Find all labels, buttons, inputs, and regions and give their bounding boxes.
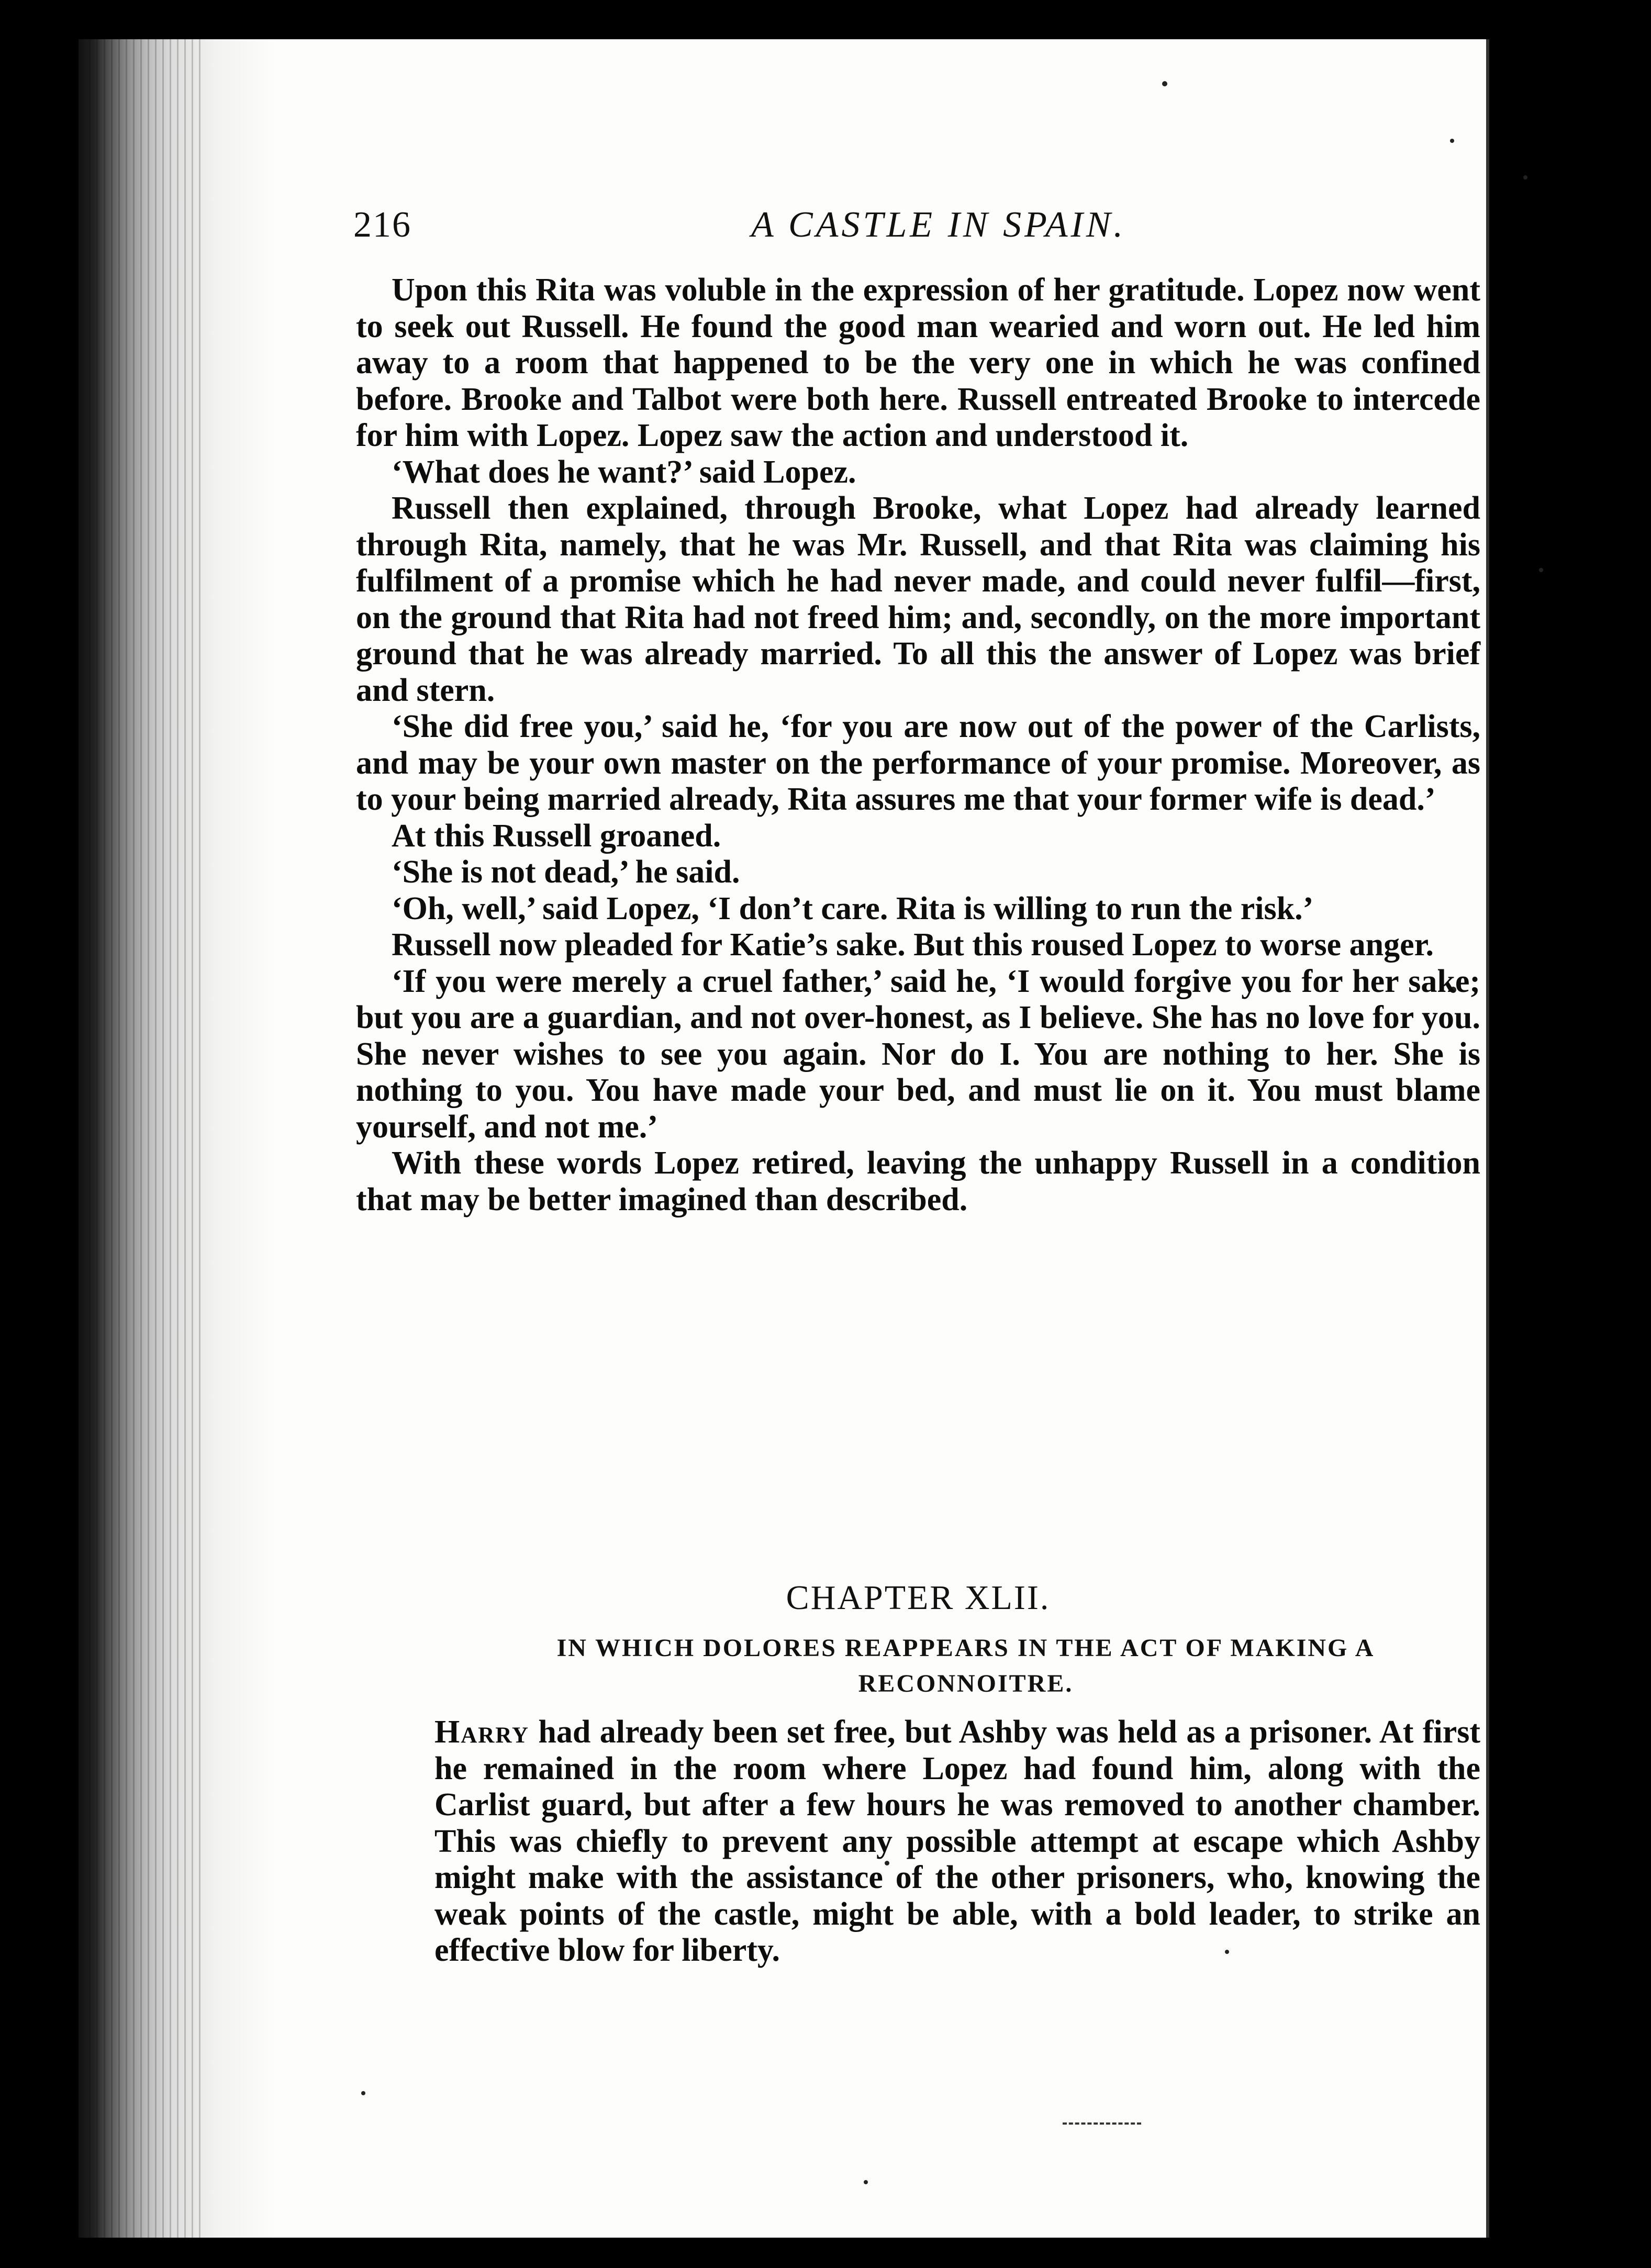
scan-speck xyxy=(1523,175,1527,180)
paragraph: ‘If you were merely a cruel father,’ said he, ‘I would forgive you for her sake; but you are a guardian, and not over-honest, as I believe. She has no love for you. She never wishes to see you again. Nor do I. You are nothing to her. She is nothing to you. You have made your bed, and must lie on it. You must blame yourself, and not me.’ xyxy=(356,963,1480,1145)
decorative-rule xyxy=(1063,2122,1141,2130)
paragraph: Upon this Rita was voluble in the expression of her gratitude. Lopez now went to seek out Russell. He found the good man wearied and worn out. He led him away to a room that happened to be the very one in which he was confined before. Brooke and Talbot were both here. Russell entreated Brooke to intercede for him with Lopez. Lopez saw the action and understood it. xyxy=(356,272,1480,453)
paragraph: ‘She did free you,’ said he, ‘for you are now out of the power of the Carlists, and may be your own master on the performance of your promise. Moreover, as to your being married already, Rita assures me that your former wife is dead.’ xyxy=(356,709,1480,817)
paragraph: With these words Lopez retired, leaving the unhappy Russell in a condition that may be better imagined than described. xyxy=(356,1145,1480,1217)
lead-word: Harry xyxy=(434,1714,529,1750)
scan-speck xyxy=(1450,139,1454,143)
paragraph: ‘What does he want?’ said Lopez. xyxy=(392,454,856,490)
running-head xyxy=(353,204,1222,251)
paragraph: At this Russell groaned. xyxy=(392,818,721,854)
page-number: 216 xyxy=(353,205,411,245)
paragraph: ‘Oh, well,’ said Lopez, ‘I don’t care. Rita is willing to run the risk.’ xyxy=(392,890,1314,926)
body-text xyxy=(356,272,1480,1218)
gutter-scan-lines xyxy=(89,39,204,2238)
scan-right-border xyxy=(1489,39,1573,2238)
paragraph: Russell then explained, through Brooke, what Lopez had already learned through Rita, namely, that he was Mr. Russell, and that Rita was claiming his fulfilment of a promise which he had never made, and could never fulfil—first, on the ground that Rita had not freed him; and, secondly, on the more important ground that he was already married. To all this the answer of Lopez was brief and stern. xyxy=(356,490,1480,708)
paragraph: ‘She is not dead,’ he said. xyxy=(392,854,740,890)
chapter-opening-text: had already been set free, but Ashby was held as a prisoner. At first he remained in the room where Lopez had found him, along with the Carlist guard, but after a few hours he was removed to another chamber. This was chiefly to prevent any possible attempt at escape which Ashby might make with the assistance of the other prisoners, who, knowing the weak points of the castle, might be able, with a bold leader, to strike an effective blow for liberty. xyxy=(434,1714,1480,1968)
paragraph: Russell now pleaded for Katie’s sake. But this roused Lopez to worse anger. xyxy=(392,927,1434,963)
scan-speck xyxy=(864,2180,868,2184)
chapter-subtitle: IN WHICH DOLORES REAPPEARS IN THE ACT OF MAKING A RECONNOITRE. xyxy=(556,1634,1375,1697)
book-title: A CASTLE IN SPAIN. xyxy=(751,205,1126,245)
chapter-opening-paragraph xyxy=(434,1714,1480,1969)
chapter-heading: CHAPTER XLII. xyxy=(786,1579,1051,1617)
scan-speck xyxy=(1539,568,1543,572)
chapter-opening xyxy=(434,1714,1480,1969)
scan-speck xyxy=(1162,81,1167,86)
scan-speck xyxy=(361,2091,365,2095)
